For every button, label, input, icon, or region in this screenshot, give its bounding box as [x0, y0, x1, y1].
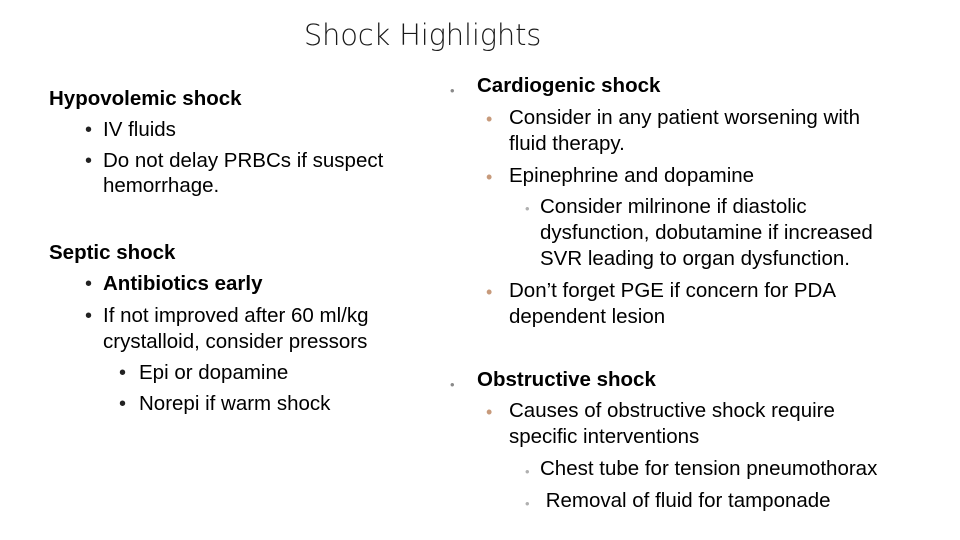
obstructive-heading: Obstructive shock — [477, 368, 656, 391]
cardiogenic-subitem-continued: dysfunction, dobutamine if increased — [540, 221, 873, 244]
cardiogenic-subitem: Consider milrinone if diastolic — [540, 195, 807, 218]
septic-subitem: Norepi if warm shock — [139, 392, 331, 415]
slide-title: Shock Highlights — [303, 18, 542, 52]
bullet: • — [486, 282, 493, 302]
bullet: • — [486, 109, 493, 129]
bullet: • — [450, 83, 455, 98]
bullet: • — [450, 377, 455, 392]
septic-heading: Septic shock — [49, 241, 176, 264]
cardiogenic-heading: Cardiogenic shock — [477, 74, 661, 97]
hypovolemic-item-continued: hemorrhage. — [103, 174, 220, 197]
bullet: • — [85, 305, 93, 327]
cardiogenic-item-continued: dependent lesion — [509, 305, 666, 328]
obstructive-subitem: Removal of fluid for tamponade — [540, 489, 831, 512]
bullet: • — [119, 393, 127, 415]
obstructive-item-continued: specific interventions — [509, 425, 700, 448]
septic-item-fluids-continued: crystalloid, consider pressors — [103, 330, 368, 353]
cardiogenic-item-continued: fluid therapy. — [509, 132, 625, 155]
bullet: • — [119, 362, 127, 384]
bullet: • — [85, 119, 93, 141]
bullet: • — [486, 167, 493, 187]
bullet: • — [85, 273, 93, 295]
hypovolemic-item: Do not delay PRBCs if suspect — [103, 149, 384, 172]
bullet: • — [525, 464, 530, 479]
hypovolemic-item: IV fluids — [103, 118, 176, 141]
hypovolemic-heading: Hypovolemic shock — [49, 87, 242, 110]
septic-item-antibiotics: Antibiotics early — [103, 272, 263, 295]
septic-subitem: Epi or dopamine — [139, 361, 289, 384]
cardiogenic-subitem-continued: SVR leading to organ dysfunction. — [540, 247, 850, 270]
cardiogenic-item: Don’t forget PGE if concern for PDA — [509, 279, 836, 302]
septic-item-fluids: If not improved after 60 ml/kg — [103, 304, 369, 327]
bullet: • — [525, 496, 530, 511]
bullet: • — [85, 150, 93, 172]
bullet: • — [486, 402, 493, 422]
cardiogenic-item: Consider in any patient worsening with — [509, 106, 860, 129]
obstructive-subitem: Chest tube for tension pneumothorax — [540, 457, 878, 480]
cardiogenic-item: Epinephrine and dopamine — [509, 164, 755, 187]
obstructive-item: Causes of obstructive shock require — [509, 399, 835, 422]
bullet: • — [525, 201, 530, 216]
